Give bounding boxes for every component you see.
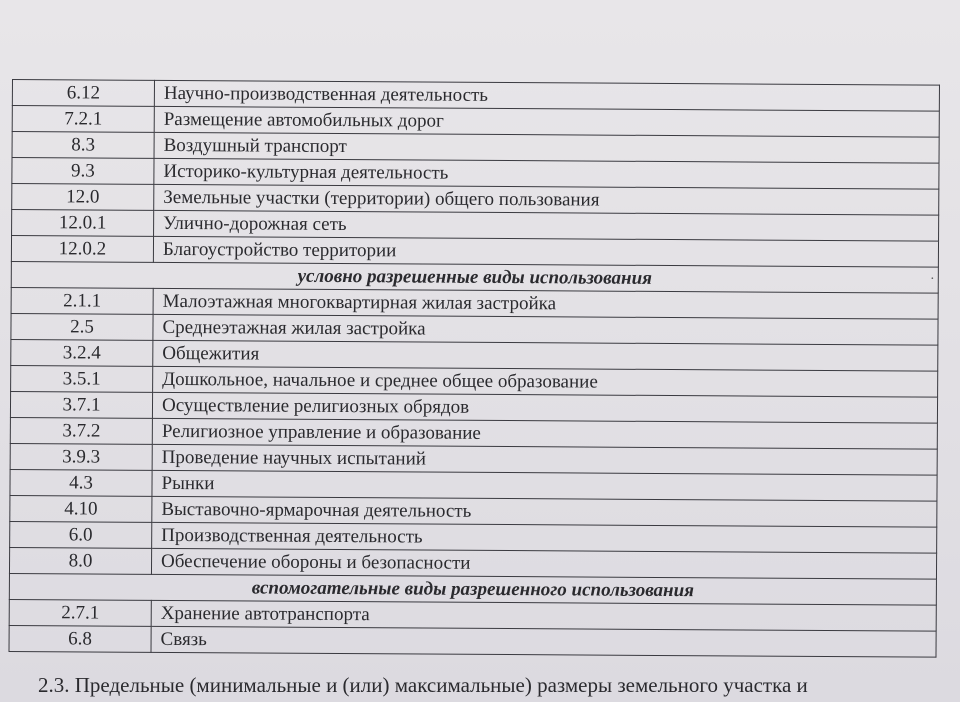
use-code-cell: 2.5 [11,313,153,340]
use-code-cell: 2.1.1 [11,287,153,314]
use-name-cell: Производственная деятельность [152,522,937,553]
table-row [9,625,936,657]
use-name-cell: Обеспечение обороны и безопасности [151,548,936,579]
use-code-cell: 8.0 [9,547,151,574]
use-name-cell: Дошкольное, начальное и среднее общее образование [153,366,938,397]
use-code-cell: 4.10 [10,495,152,522]
use-code-cell: 8.3 [12,132,154,159]
use-name-cell: Улично-дорожная сеть [154,210,939,241]
use-name-cell: Рынки [152,470,937,501]
section-title: условно разрешенные виды использования [11,261,938,293]
use-code-cell: 9.3 [12,158,154,185]
use-code-cell: 2.7.1 [9,599,151,626]
use-code-cell: 6.12 [12,80,154,107]
use-name-cell: Осуществление религиозных обрядов [152,392,937,423]
section-title: вспомогательные виды разрешенного использования [9,573,936,605]
use-code-cell: 7.2.1 [12,106,154,133]
use-code-cell: 12.0 [12,184,154,211]
use-code-cell: 6.0 [10,521,152,548]
use-name-cell: Историко-культурная деятельность [154,158,939,189]
use-name-cell: Благоустройство территории [153,236,938,267]
use-code-cell: 12.0.1 [12,210,154,237]
stray-mark: · [930,272,935,287]
table-body [9,80,939,658]
use-name-cell: Религиозное управление и образование [152,418,937,449]
use-name-cell: Связь [151,626,936,657]
use-code-cell: 3.9.3 [10,443,152,470]
land-use-table [8,79,939,658]
use-name-cell: Научно-производственная деятельность [154,80,939,111]
use-name-cell: Малоэтажная многоквартирная жилая застройка [153,288,938,319]
section-heading-2-3: 2.3. Предельные (минимальные и (или) максимальные) размеры земельного участка и [38,673,808,697]
use-code-cell: 3.7.1 [10,391,152,418]
use-code-cell: 4.3 [10,469,152,496]
use-code-cell: 6.8 [9,625,151,652]
use-name-cell: Хранение автотранспорта [151,600,936,631]
use-name-cell: Воздушный транспорт [154,132,939,163]
use-name-cell: Выставочно-ярмарочная деятельность [152,496,937,527]
use-name-cell: Размещение автомобильных дорог [154,106,939,137]
use-code-cell: 12.0.2 [11,236,153,263]
use-name-cell: Среднеэтажная жилая застройка [153,314,938,345]
use-name-cell: Земельные участки (территории) общего пользования [154,184,939,215]
use-code-cell: 3.2.4 [11,339,153,366]
use-code-cell: 3.5.1 [11,365,153,392]
use-code-cell: 3.7.2 [10,417,152,444]
use-name-cell: Проведение научных испытаний [152,444,937,475]
use-name-cell: Общежития [153,340,938,371]
